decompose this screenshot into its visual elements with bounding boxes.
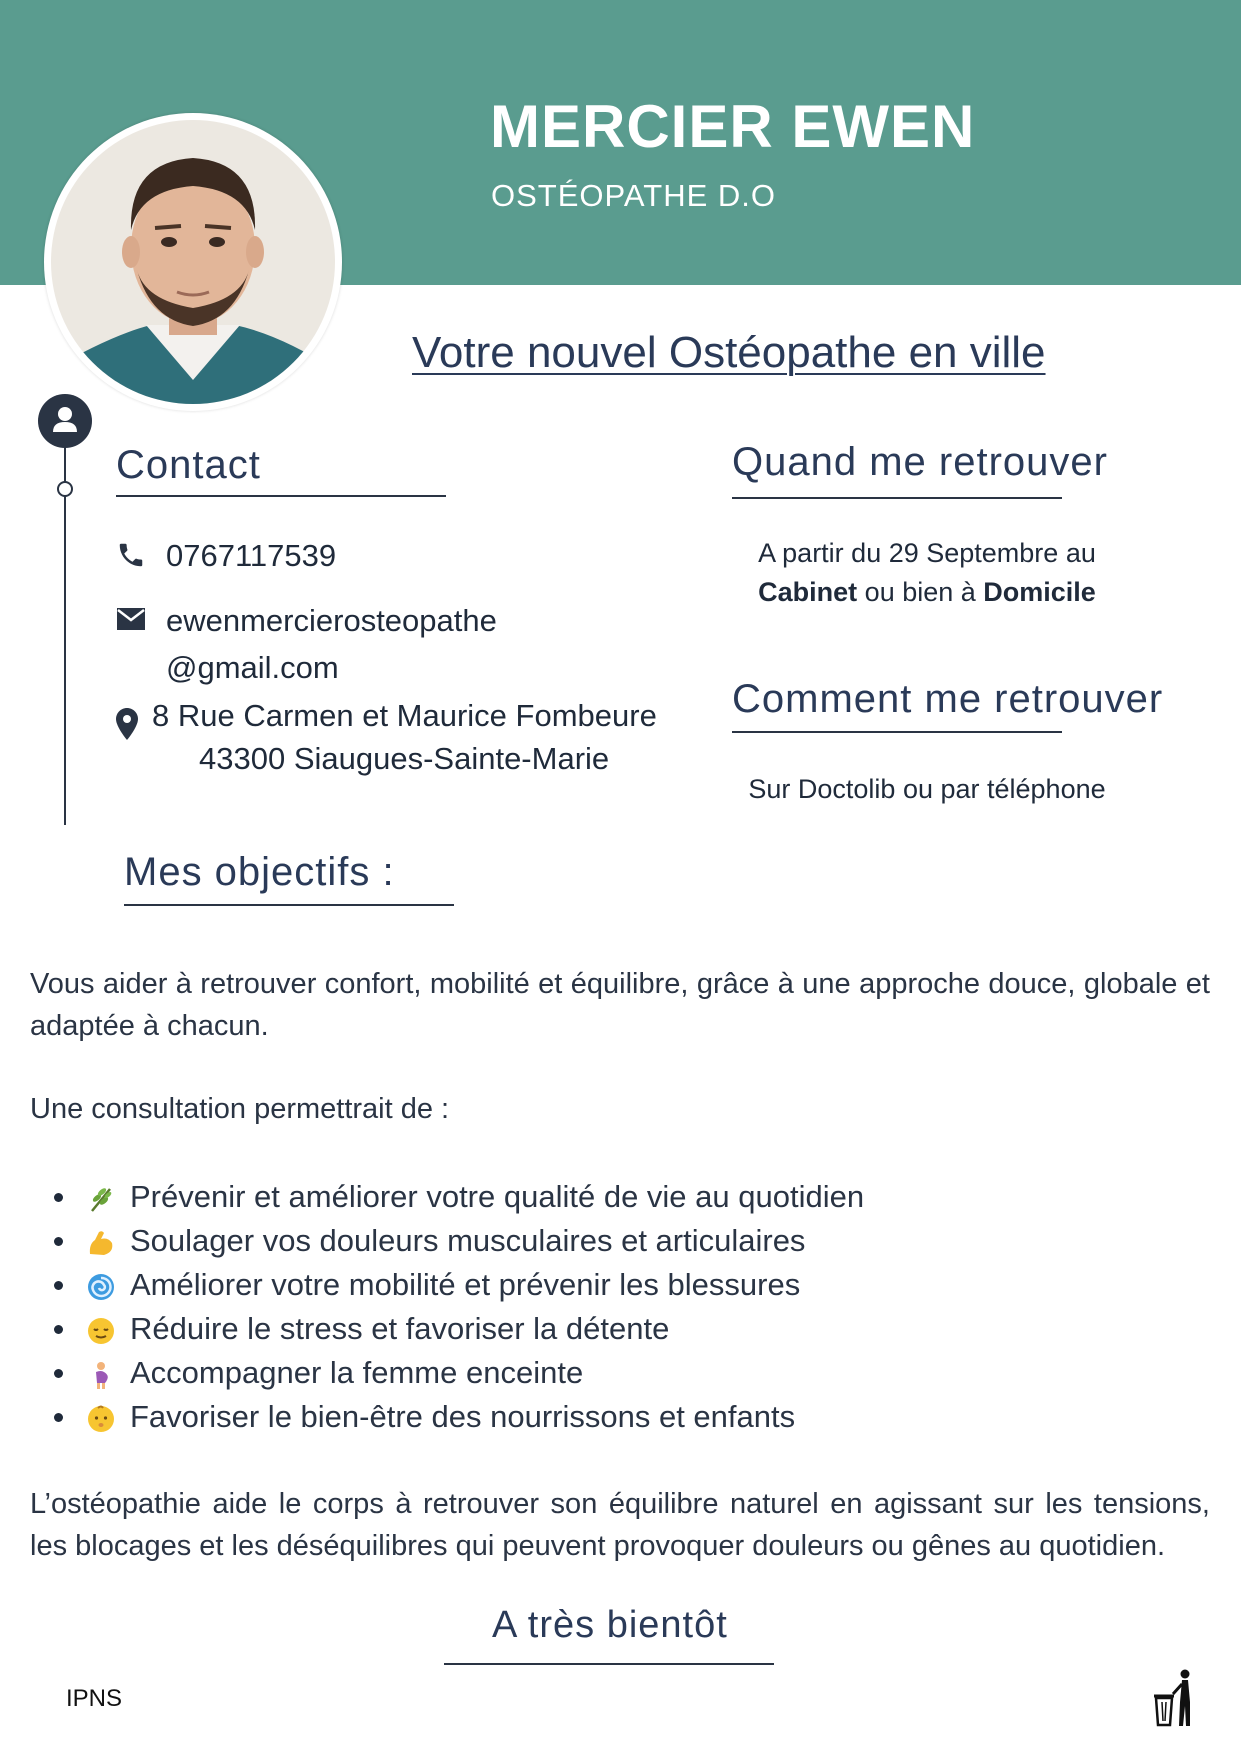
list-item	[50, 1351, 864, 1395]
benefit-text: Accompagner la femme enceinte	[130, 1355, 584, 1390]
how-text: Sur Doctolib ou par téléphone	[748, 774, 1106, 804]
when-line-2	[732, 577, 1122, 608]
domicile-label: Domicile	[983, 577, 1096, 607]
practitioner-name: MERCIER EWEN	[490, 93, 976, 160]
footer-code: IPNS	[66, 1685, 123, 1712]
location-pin-icon	[116, 708, 138, 745]
when-connector: ou bien à	[857, 577, 984, 607]
pregnant-woman-icon	[86, 1358, 116, 1388]
profile-photo-frame	[44, 113, 342, 411]
contact-heading-rule	[116, 495, 446, 497]
profile-photo	[51, 120, 335, 404]
list-item	[50, 1263, 864, 1307]
benefit-text: Prévenir et améliorer votre qualité de vie au quotidien	[130, 1179, 865, 1214]
closing-text: A très bientôt	[492, 1604, 728, 1646]
mail-icon	[117, 608, 145, 635]
relieved-face-icon	[86, 1314, 116, 1344]
address-line-1: 8 Rue Carmen et Maurice Fombeure	[152, 698, 657, 733]
list-item	[50, 1395, 864, 1439]
email-line-2: @gmail.com	[166, 650, 339, 685]
consultation-intro: Une consultation permettrait de :	[30, 1093, 450, 1125]
address-line-2: 43300 Siaugues-Sainte-Marie	[199, 741, 610, 776]
cabinet-label: Cabinet	[758, 577, 858, 607]
phone-number: 0767117539	[166, 538, 337, 573]
objectives-heading: Mes objectifs :	[124, 850, 395, 894]
how-heading: Comment me retrouver	[732, 677, 1164, 721]
list-item	[50, 1175, 864, 1219]
phone-icon	[116, 540, 146, 575]
benefits-list	[50, 1175, 864, 1439]
closing-rule	[444, 1663, 774, 1665]
email-line-1: ewenmercierosteopathe	[166, 603, 497, 638]
benefit-text: Soulager vos douleurs musculaires et articulaires	[130, 1223, 806, 1258]
herb-icon	[86, 1182, 116, 1212]
conclusion-paragraph: L’ostéopathie aide le corps à retrouver son équilibre naturel en agissant sur les tensions, les blocages et les déséquilibres qui peuvent provoquer douleurs ou gênes au quotidien.	[30, 1488, 1210, 1562]
contact-heading: Contact	[116, 443, 261, 487]
tagline: Votre nouvel Ostéopathe en ville	[412, 328, 1046, 377]
when-heading-rule	[732, 497, 1062, 499]
objectives-heading-rule	[124, 904, 454, 906]
benefit-text: Réduire le stress et favoriser la détente	[130, 1311, 670, 1346]
when-line-1: A partir du 29 Septembre au	[758, 538, 1096, 568]
flexed-biceps-icon	[86, 1226, 116, 1256]
how-heading-rule	[732, 731, 1062, 733]
timeline-dot	[57, 481, 73, 497]
list-item	[50, 1219, 864, 1263]
benefit-text: Favoriser le bien-être des nourrissons et enfants	[130, 1399, 796, 1434]
list-item	[50, 1307, 864, 1351]
objectives-intro: Vous aider à retrouver confort, mobilité et équilibre, grâce à une approche douce, globale et adaptée à chacun.	[30, 968, 1210, 1042]
user-icon	[38, 394, 92, 448]
cyclone-icon	[86, 1270, 116, 1300]
when-heading: Quand me retrouver	[732, 440, 1108, 484]
benefit-text: Améliorer votre mobilité et prévenir les blessures	[130, 1267, 801, 1302]
baby-icon	[86, 1402, 116, 1432]
practitioner-title: OSTÉOPATHE D.O	[491, 178, 776, 213]
recycling-bin-icon	[1153, 1668, 1197, 1733]
